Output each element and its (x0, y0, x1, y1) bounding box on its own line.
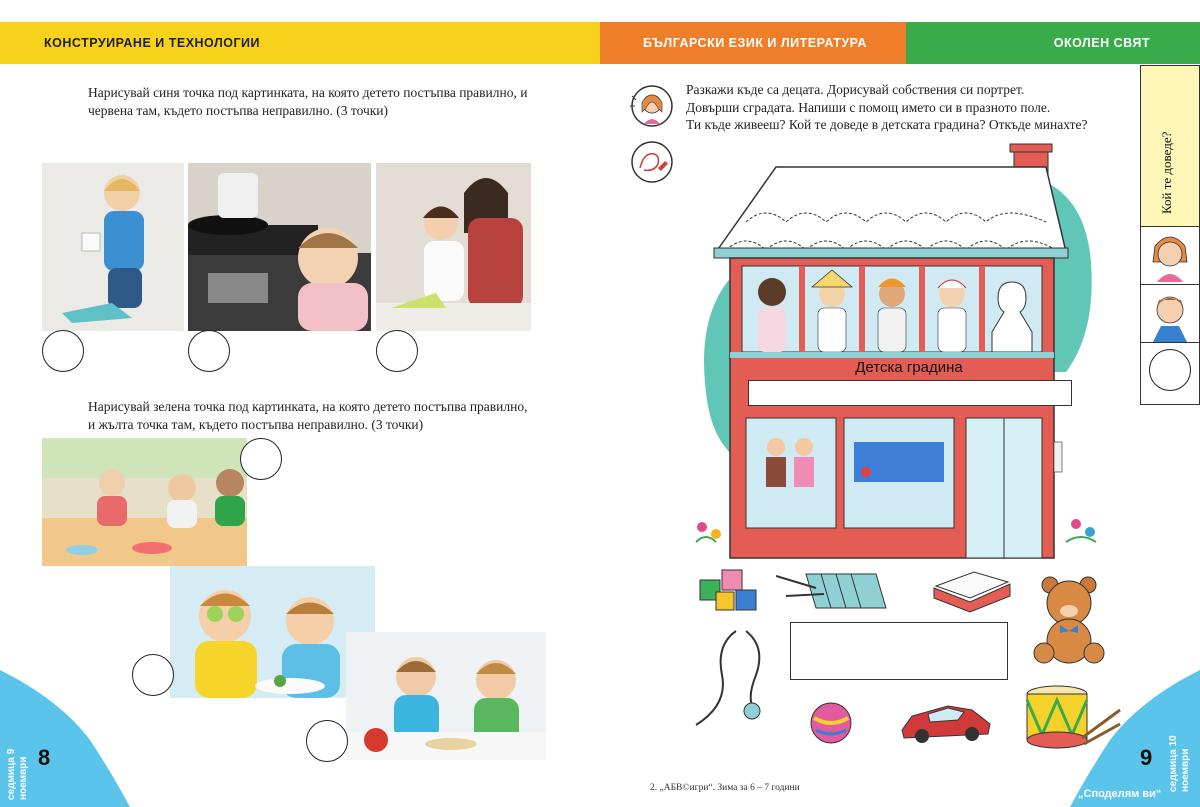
week-line: седмица 9 (6, 748, 17, 800)
toy-car-icon (898, 700, 994, 746)
instruction-line: Разкажи къде са децата. Дорисувай собствения си портрет. (686, 82, 1025, 97)
photo-child-socket (42, 163, 184, 331)
mother-cell (1141, 226, 1199, 285)
book-icon (930, 568, 1014, 614)
mother-icon (1141, 226, 1199, 284)
week-label-right (1168, 735, 1192, 792)
father-cell (1141, 284, 1199, 343)
section-header-environment (906, 22, 1200, 64)
footer-text: 2. „АБВ©игри“. Зима за 6 – 7 години (650, 783, 800, 793)
answer-circle-1[interactable] (42, 330, 84, 372)
answer-circle-2[interactable] (188, 330, 230, 372)
photo-child-stove (188, 163, 371, 331)
section-title: БЪЛГАРСКИ ЕЗИК И ЛИТЕРАТУРА (643, 36, 867, 50)
photo-boys-eating (346, 632, 546, 760)
answer-circle-3[interactable] (376, 330, 418, 372)
instruction-line: Довърши сградата. Напиши с помощ името си в празното поле. (686, 99, 1051, 115)
photo-boys-cucumber (170, 566, 375, 698)
month-line: ноември (1180, 748, 1191, 792)
page-number-right: 9 (1140, 745, 1153, 770)
talk-icon (630, 84, 674, 128)
answer-circle-side[interactable] (1149, 349, 1191, 391)
kindergarten-building (686, 142, 1106, 562)
task-1-instruction: Нарисувай синя точка под картинката, на която детето постъпва правилно, и червена там, където постъпва неправилно. (3 точки) (88, 85, 528, 118)
side-label: Кой те доведе? (1159, 131, 1174, 214)
answer-box[interactable] (790, 622, 1008, 680)
draw-icon (630, 140, 674, 184)
photo-children-eating-table (42, 438, 247, 566)
father-icon (1141, 284, 1199, 342)
corner-title-right: „Споделям ви“ (1078, 788, 1162, 800)
toy-blocks-icon (696, 566, 760, 616)
answer-circle-6[interactable] (306, 720, 348, 762)
instruction-line: Ти къде живееш? Кой те доведе в детската градина? Откъде минахте? (686, 117, 1088, 132)
section-header-language (600, 22, 910, 64)
week-label-left (6, 749, 30, 800)
name-input-box[interactable] (748, 380, 1072, 406)
task-3-instruction (686, 81, 1146, 134)
answer-circle-4[interactable] (240, 438, 282, 480)
page-number-left: 8 (38, 745, 51, 770)
who-brought-you-panel (1140, 65, 1200, 405)
stethoscope-icon (686, 625, 776, 735)
section-title: ОКОЛЕН СВЯТ (1053, 36, 1150, 50)
side-label-cell (1141, 66, 1199, 227)
teddy-bear-icon (1030, 575, 1108, 667)
ball-icon (808, 700, 854, 746)
answer-circle-5[interactable] (132, 654, 174, 696)
photo-child-ironing (376, 163, 531, 331)
section-title: КОНСТРУИРАНЕ И ТЕХНОЛОГИИ (44, 36, 261, 50)
section-header-technology (0, 22, 600, 64)
week-line: седмица 10 (1168, 735, 1179, 792)
month-line: ноември (18, 756, 29, 800)
building-sign: Детска градина (855, 359, 963, 376)
task-2-instruction: Нарисувай зелена точка под картинката, на която детето постъпва правилно, и жълта точка там, където постъпва неправилно. (3 точки) (88, 399, 528, 432)
xylophone-icon (776, 566, 894, 616)
